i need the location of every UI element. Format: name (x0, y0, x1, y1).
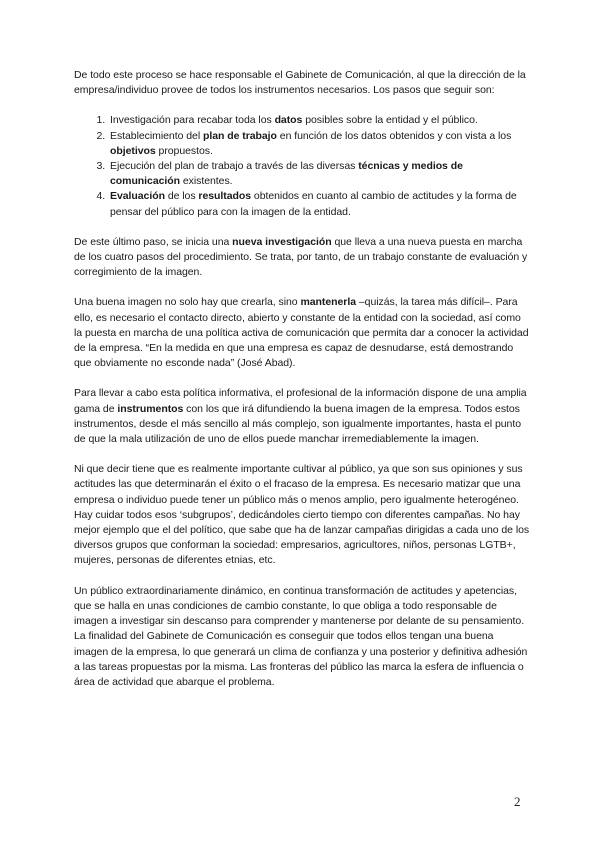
step-text: en función de los datos obtenidos y con vista a los (276, 129, 512, 142)
step-bold: datos (274, 114, 303, 127)
paragraph-instruments (74, 386, 530, 447)
step-item (108, 189, 530, 219)
paragraph-text: Una buena imagen no solo hay que crearla, sino (74, 296, 301, 309)
step-text: existentes. (180, 175, 233, 188)
paragraph-bold: mantenerla (300, 296, 356, 309)
paragraph-text: De este último paso, se inicia una (74, 235, 233, 248)
paragraph-maintain-image (74, 295, 530, 371)
step-item (108, 129, 530, 159)
step-text: Ejecución del plan de trabajo a través de las diversas (110, 160, 359, 173)
paragraph-bold: nueva investigación (232, 235, 332, 248)
step-bold: plan de trabajo (202, 129, 277, 142)
paragraph-text: con los que irá difundiendo la buena imagen de la empresa. Todos estos instrumentos, desde el más sencillo al más complejo, son igualmente importantes, hasta el punto de que la mala utilización de uno de ellos puede manchar irremediablemente la imagen. (74, 402, 521, 446)
paragraph-public: Ni que decir tiene que es realmente importante cultivar al público, ya que son sus opiniones y sus actitudes las que determinarán el éxito o el fracaso de la empresa. Es necesario matizar que una empresa o individuo puede tener un público más o menos amplio, pero igualmente heterogéneo. Hay cuidar todos esos ‘subgrupos’, dedicándoles cierto tiempo con diferentes campañas. No hay mejor ejemplo que el del político, que sabe que ha de lanzar campañas dirigidas a cada uno de los diversos grupos que conforman la sociedad: empresarios, agricultores, niños, personas LGTB+, mujeres, personas de diferentes etnias, etc. (74, 463, 530, 567)
step-bold: técnicas y medios de comunicación (110, 160, 463, 188)
intro-paragraph: De todo este proceso se hace responsable el Gabinete de Comunicación, al que la dirección de la empresa/individuo provee de todos los instrumentos necesarios. Los pasos que seguir son: (74, 69, 526, 97)
step-text: de los (164, 190, 199, 203)
paragraph-new-investigation (74, 235, 530, 281)
step-bold: objetivos (110, 144, 156, 157)
step-text: propuestos. (155, 144, 213, 157)
step-text: Investigación para recabar toda los (110, 114, 275, 127)
step-text: posibles sobre la entidad y el público. (302, 114, 478, 127)
paragraph-text: Para llevar a cabo esta política informativa, el profesional de la información dispone de una amplia gama de (74, 387, 527, 415)
step-text: Establecimiento del (110, 129, 203, 142)
paragraph-bold: instrumentos (117, 402, 184, 415)
document-body (74, 68, 530, 705)
paragraph-dynamic-public: Un público extraordinariamente dinámico, en continua transformación de actitudes y apetencias, que se halla en unas condiciones de cambio constante, lo que obliga a todo responsable de imagen a investigar sin descanso para comprender y mantenerse por delante de su pensamiento. La finalidad del Gabinete de Comunicación es conseguir que todos ellos tengan una buena imagen de la empresa, lo que generará un clima de confianza y una posterior y definitiva adhesión a las tareas propuestas por la misma. Las fronteras del público las marca la esfera de influencia o área de actividad que abarque el problema. (74, 584, 528, 688)
page-number: 2 (514, 794, 521, 809)
step-text: obtenidos en cuanto al cambio de actitudes y la forma de pensar del público para con la imagen de la entidad. (110, 190, 517, 218)
step-item (108, 159, 530, 189)
step-item (108, 113, 530, 128)
paragraph-text: que lleva a una nueva puesta en marcha de los cuatro pasos del procedimiento. Se trata, por tanto, de un trabajo constante de evaluación y corregimiento de la imagen. (74, 235, 528, 279)
paragraph-text: –quizás, la tarea más difícil–. Para ello, es necesario el contacto directo, abierto y constante de la entidad con la sociedad, así como la puesta en marcha de una política activa de comunicación que permita dar a conocer la actividad de la empresa. “En la medida en que una empresa es capaz de desnudarse, está demostrando que obviamente no esconde nada” (José Abad). (74, 296, 529, 370)
steps-list (74, 113, 530, 219)
step-bold: Evaluación (110, 190, 165, 203)
step-bold: resultados (198, 190, 252, 203)
